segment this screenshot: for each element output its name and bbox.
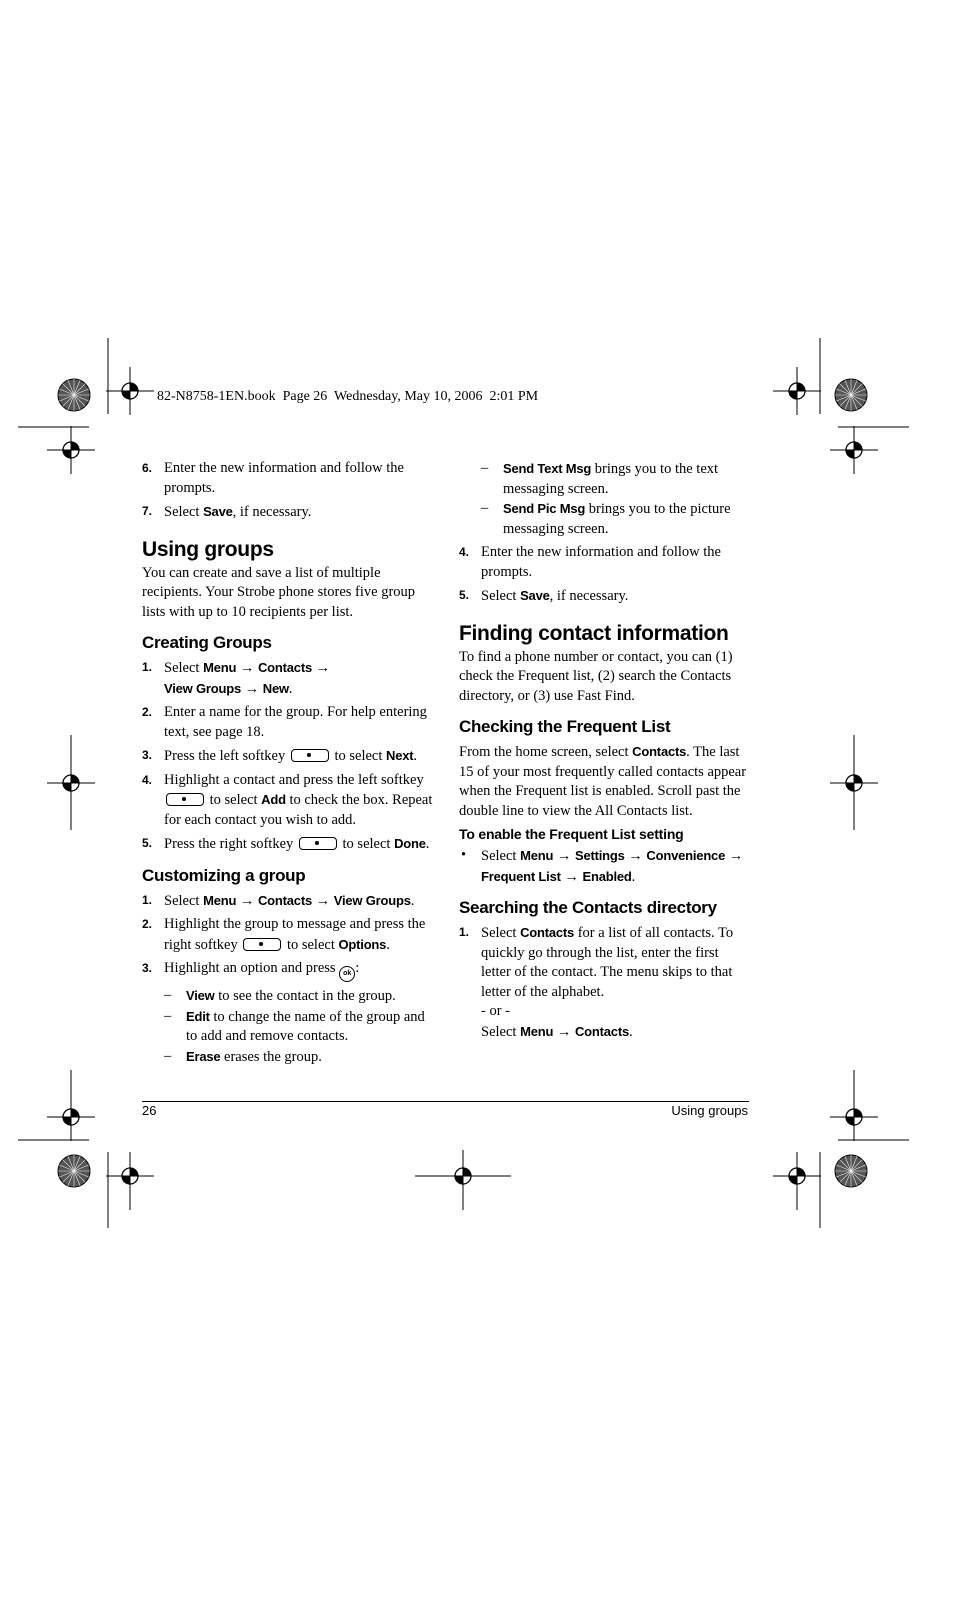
step-7: 7. Select Save, if necessary. [142, 504, 312, 520]
ok-key-icon: ok [339, 966, 355, 982]
footer-rule [142, 1101, 749, 1102]
creating-step-5: 5. Press the right softkey to select Done. [142, 836, 430, 852]
option-view: – View to see the contact in the group. [164, 987, 396, 1004]
step-5: 5. Select Save, if necessary. [459, 588, 629, 604]
customizing-step-1: 1. Select Menu → Contacts → View Groups. [142, 892, 415, 909]
option-send-text-msg: – Send Text Msg brings you to the text messaging screen. [481, 460, 719, 497]
save-term: Save [203, 504, 233, 519]
step-4: 4. Enter the new information and follow the prompts. [459, 544, 721, 580]
customizing-step-2: 2. Highlight the group to message and press the right softkey to select Options. [142, 916, 426, 953]
left-softkey-icon [291, 749, 329, 762]
left-softkey-icon [166, 793, 204, 806]
section-title-finding-contact: Finding contact information [459, 621, 729, 645]
option-send-pic-msg: – Send Pic Msg brings you to the picture messaging screen. [481, 500, 731, 537]
right-softkey-icon [299, 837, 337, 850]
option-erase: – Erase erases the group. [164, 1047, 322, 1065]
creating-step-3: 3. Press the left softkey to select Next. [142, 748, 418, 764]
subsection-title-creating-groups: Creating Groups [142, 633, 272, 652]
footer-section-name: Using groups [671, 1103, 748, 1118]
procedure-title-enable-frequent: To enable the Frequent List setting [459, 826, 684, 842]
subsection-title-checking-frequent: Checking the Frequent List [459, 717, 671, 736]
book-slug: 82-N8758-1EN.book Page 26 Wednesday, May 10, 2006 2:01 PM [157, 389, 539, 404]
left-column [142, 459, 434, 1067]
subsection-title-customizing-group: Customizing a group [142, 865, 306, 885]
finding-contact-body: To find a phone number or contact, you can (1) check the Frequent list, (2) search the Contacts directory, or (3) use Fast Find. [459, 648, 733, 704]
section-title-using-groups: Using groups [142, 537, 274, 561]
step-6: 6. Enter the new information and follow the prompts. [142, 460, 404, 496]
searching-step-1: 1. Select Contacts for a list of all contacts. To quickly go through the list, enter the first letter of the contact. The menu skips to that letter of the alphabet. - or - Select Menu → Contacts. [459, 925, 734, 1040]
right-softkey-icon [243, 938, 281, 951]
right-column [459, 459, 749, 1042]
using-groups-body: You can create and save a list of multiple recipients. Your Strobe phone stores five group lists with up to 10 recipients per list. [142, 564, 416, 620]
creating-step-1: 1. Select Menu → Contacts → View Groups → New. [142, 660, 331, 697]
creating-step-4: 4. Highlight a contact and press the left softkey to select Add to check the box. Repeat for each contact you wish to add. [142, 771, 433, 828]
creating-step-2: 2. Enter a name for the group. For help entering text, see page 18. [142, 704, 427, 740]
customizing-step-3: 3. Highlight an option and press ok : [142, 959, 434, 982]
footer-page-number: 26 [142, 1103, 157, 1118]
option-edit: – Edit to change the name of the group and to add and remove contacts. [164, 1007, 425, 1044]
enable-frequent-bullet: • Select Menu → Settings → Convenience → Frequent List → Enabled. [461, 847, 744, 885]
checking-frequent-body: From the home screen, select Contacts. The last 15 of your most frequently called contacts appear when the Frequent list is enabled. Scroll past the double line to view the All Contacts list. [459, 744, 747, 819]
subsection-title-searching-directory: Searching the Contacts directory [459, 898, 717, 917]
